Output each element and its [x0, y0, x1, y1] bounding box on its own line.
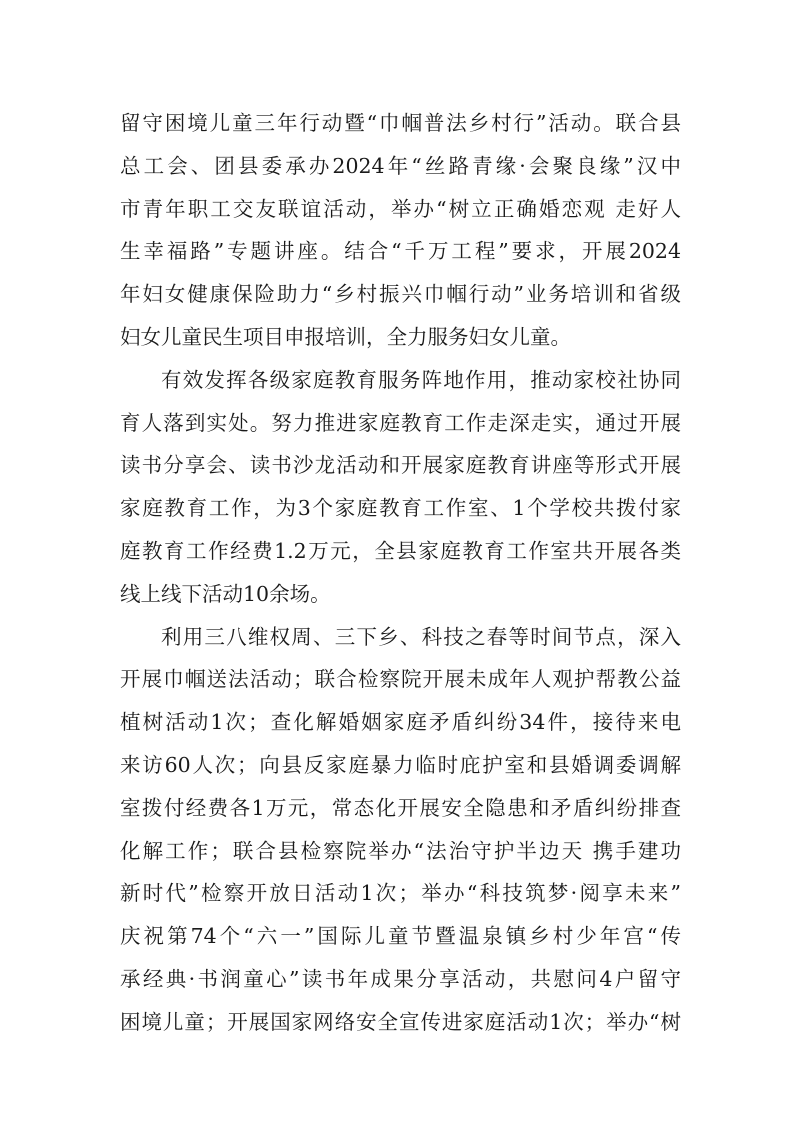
paragraph-3 [120, 616, 681, 1044]
text-line: 新时代”检察开放日活动1次；举办“科技筑梦·阅享未来” [120, 881, 681, 906]
text-line: 生幸福路”专题讲座。结合“千万工程”要求，开展2024 [120, 239, 681, 264]
text-line: 育人落到实处。努力推进家庭教育工作走深走实，通过开展 [120, 410, 681, 435]
text-line: 家庭教育工作，为3个家庭教育工作室、1个学校共拨付家 [120, 496, 681, 521]
text-line: 有效发挥各级家庭教育服务阵地作用，推动家校社协同 [161, 367, 681, 392]
text-line: 庭教育工作经费1.2万元，全县家庭教育工作室共开展各类 [120, 538, 681, 563]
text-line: 承经典·书润童心”读书年成果分享活动，共慰问4户留守 [120, 966, 681, 991]
text-line: 读书分享会、读书沙龙活动和开展家庭教育讲座等形式开展 [120, 453, 681, 478]
paragraph-1 [120, 102, 681, 359]
text-line: 困境儿童；开展国家网络安全宣传进家庭活动1次；举办“树 [120, 1009, 681, 1034]
text-line: 总工会、团县委承办2024年“丝路青缘·会聚良缘”汉中 [120, 153, 681, 178]
text-line: 留守困境儿童三年行动暨“巾帼普法乡村行”活动。联合县 [120, 111, 681, 135]
text-line: 植树活动1次；查化解婚姻家庭矛盾纠纷34件，接待来电 [120, 710, 681, 735]
paragraph-2 [120, 359, 681, 616]
text-line: 年妇女健康保险助力“乡村振兴巾帼行动”业务培训和省级 [120, 282, 681, 307]
text-line: 利用三八维权周、三下乡、科技之春等时间节点，深入 [161, 624, 681, 649]
text-line: 线上线下活动10余场。 [120, 581, 331, 606]
text-line: 来访60人次；向县反家庭暴力临时庇护室和县婚调委调解 [120, 752, 681, 777]
text-line: 妇女儿童民生项目申报培训，全力服务妇女儿童。 [120, 324, 571, 349]
text-line: 室拨付经费各1万元，常态化开展安全隐患和矛盾纠纷排查 [120, 795, 681, 820]
text-line: 庆祝第74个“六一”国际儿童节暨温泉镇乡村少年宫“传 [120, 924, 681, 949]
text-line: 市青年职工交友联谊活动，举办“树立正确婚恋观 走好人 [120, 196, 681, 221]
text-line: 化解工作；联合县检察院举办“法治守护半边天 携手建功 [120, 838, 681, 863]
text-line: 开展巾帼送法活动；联合检察院开展未成年人观护帮教公益 [120, 667, 681, 692]
document-body [120, 102, 681, 1044]
